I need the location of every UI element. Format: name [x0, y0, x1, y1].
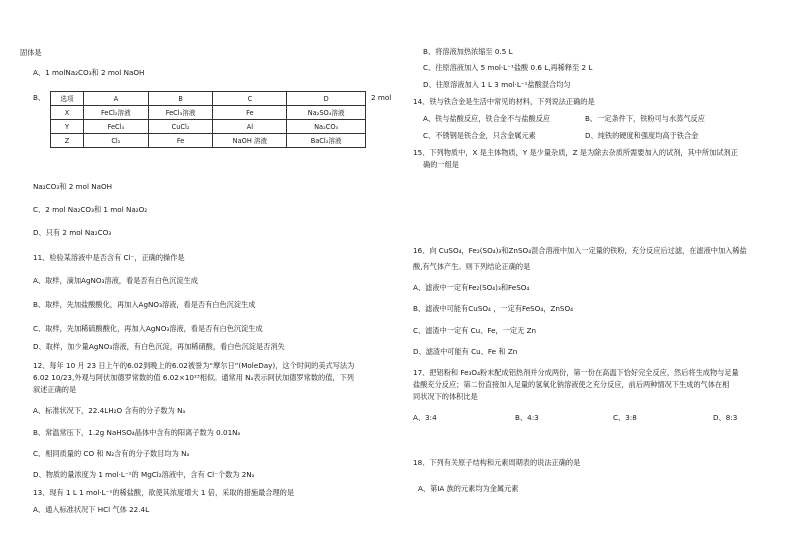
q13-option-d: D、往原溶液加入 1 L 3 mol·L⁻¹盐酸混合均匀	[423, 80, 571, 89]
table-header-cell: D	[287, 92, 366, 106]
q12-option-b: B、常温常压下，1.2g NaHSO₄晶体中含有的阳离子数为 0.01Nₐ	[33, 428, 241, 437]
q12-stem-line1: 12、每年 10 月 23 日上午的6.02到晚上的6.02被誉为“摩尔日”(MoleDay)，这个时间的美式写法为	[33, 361, 355, 370]
table-cell: FeCl₂溶液	[84, 106, 149, 120]
table-row	[51, 92, 366, 106]
q10-option-b-label: B、	[33, 93, 46, 102]
q17-stem-line3: 同状况下的体积比是	[413, 392, 478, 401]
q16-option-b: B、滤液中可能有CuSO₄ ，一定有FeSO₄，ZnSO₄	[413, 304, 573, 313]
q16-option-a: A、滤液中一定有Fe₂(SO₄)₃和FeSO₄	[413, 283, 530, 292]
table-header-cell: A	[84, 92, 149, 106]
q18-stem: 18、下列有关原子结构和元素周期表的说法正确的是	[413, 458, 581, 467]
q12-option-c: C、相同质量的 CO 和 N₂含有的分子数目均为 Nₐ	[33, 449, 190, 458]
table-cell: Na₂CO₃	[287, 120, 366, 134]
q11-option-d: D、取样，加少量AgNO₃溶液，有白色沉淀，再加稀硝酸，看白色沉淀是否消失	[33, 342, 285, 351]
q10-option-c: C、2 mol Na₂CO₃和 1 mol Na₂O₂	[33, 205, 148, 214]
table-cell: FeCl₃	[84, 120, 149, 134]
q15-stem-line1: 15、下列物质中，X 是主体物质，Y 是少量杂质，Z 是为除去杂质所需要加入的试剂，其中所加试剂正	[413, 148, 738, 157]
q15-stem-line2: 确的一组是	[423, 160, 459, 169]
table-cell: NaOH 溶液	[213, 134, 287, 148]
q13-option-c: C、往原溶液加入 5 mol·L⁻¹盐酸 0.6 L,再稀释至 2 L	[423, 63, 593, 72]
q13-option-a: A、通入标准状况下 HCl 气体 22.4L	[33, 505, 150, 514]
q18-option-a: A、第ⅠA 族的元素均为金属元素	[418, 484, 519, 493]
q11-option-b: B、取样，先加盐酸酸化，再加入AgNO₃溶液，看是否有白色沉淀生成	[33, 300, 256, 309]
q14-option-b: B、一定条件下，铁粉可与水蒸气反应	[585, 114, 705, 123]
q14-stem: 14、铁与铁合金是生活中常见的材料，下列说法正确的是	[413, 97, 595, 106]
table-cell: Fe	[213, 106, 287, 120]
q14-option-c: C、不锈钢是铁合金，只含金属元素	[423, 131, 536, 140]
q17-option-c: C、3:8	[613, 413, 637, 422]
q12-option-d: D、物质的量浓度为 1 mol·L⁻¹的 MgCl₂溶液中，含有 Cl⁻个数为 2Nₐ	[33, 470, 255, 479]
q17-option-d: D、8:3	[713, 413, 738, 422]
table-cell: Cl₂	[84, 134, 149, 148]
table-cell: X	[51, 106, 84, 120]
table-cell: BaCl₂溶液	[287, 134, 366, 148]
q13-stem: 13、现有 1 L 1 mol·L⁻¹的稀盐酸，欲使其浓度增大 1 倍，采取的措施最合理的是	[33, 488, 295, 497]
q10-option-a: A、1 molNa₂CO₃和 2 mol NaOH	[33, 68, 145, 77]
table-cell: Y	[51, 120, 84, 134]
q10-option-b-continued: Na₂CO₃和 2 mol NaOH	[33, 182, 113, 191]
q17-stem-line1: 17、把铝粉和 Fe₃O₄粉末配成铝热剂并分成两份，第一份在高温下恰好完全反应，然后将生成物与足量	[413, 368, 739, 377]
q17-option-a: A、3:4	[413, 413, 437, 422]
q13-option-b: B、将溶液加热浓缩至 0.5 L	[423, 47, 513, 56]
table-cell: CuCl₂	[148, 120, 213, 134]
q12-option-a: A、标准状况下，22.4LH₂O 含有的分子数为 Nₐ	[33, 406, 186, 415]
table-row	[51, 134, 366, 148]
table-cell: Al	[213, 120, 287, 134]
table-cell: Fe	[148, 134, 213, 148]
table-cell: Z	[51, 134, 84, 148]
table-header-cell: 选项	[51, 92, 84, 106]
q16-stem-line1: 16、向 CuSO₄，Fe₂(SO₄)₃和ZnSO₄混合溶液中加入一定量的铁粉，充分反应后过滤，在滤液中加入稀盐	[413, 246, 747, 255]
table-header-cell: C	[213, 92, 287, 106]
q16-option-d: D、滤渣中可能有 Cu、Fe 和 Zn	[413, 347, 518, 356]
table-cell: Na₂SO₄溶液	[287, 106, 366, 120]
q11-option-c: C、取样，先加稀硫酸酸化，再加入AgNO₃溶液，看是否有白色沉淀生成	[33, 324, 263, 333]
q16-stem-line2: 酸,有气体产生。则下列结论正确的是	[413, 262, 531, 271]
q15-options-table	[50, 91, 366, 148]
q17-stem-line2: 盐酸充分反应；第二份直接加入足量的氢氧化钠溶液使之充分反应，前后两种情况下生成的气体在相	[413, 380, 730, 389]
q11-stem: 11、检验某溶液中是否含有 Cl⁻，正确的操作是	[33, 253, 185, 262]
table-cell: FeCl₃溶液	[148, 106, 213, 120]
q10-option-b-fragment: 2 mol	[371, 93, 392, 102]
table-row	[51, 106, 366, 120]
table-row	[51, 120, 366, 134]
q11-option-a: A、取样，滴加AgNO₃溶液，看是否有白色沉淀生成	[33, 276, 198, 285]
q10-option-d: D、只有 2 mol Na₂CO₃	[33, 228, 112, 237]
q14-option-a: A、铁与盐酸反应，铁合金不与盐酸反应	[423, 114, 551, 123]
q10-stem-tail: 固体是	[20, 48, 42, 57]
q12-stem-line2: 6.02 10/23,外观与阿伏加德罗常数的值 6.02×10²³相似。通常用 Nₐ表示阿伏加德罗常数的值，下列	[33, 373, 354, 382]
q12-stem-line3: 叙述正确的是	[33, 385, 77, 394]
q17-option-b: B、4:3	[515, 413, 539, 422]
q16-option-c: C、滤渣中一定有 Cu、Fe，一定无 Zn	[413, 326, 537, 335]
q14-option-d: D、纯铁的硬度和强度均高于铁合金	[585, 131, 699, 140]
table-header-cell: B	[148, 92, 213, 106]
